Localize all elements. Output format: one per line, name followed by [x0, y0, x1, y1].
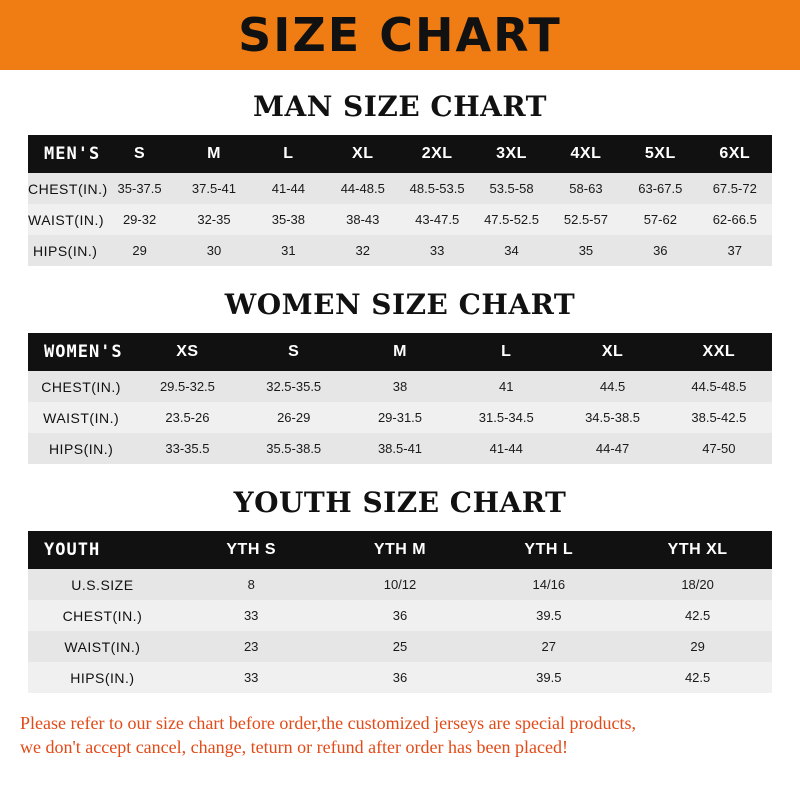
cell: 44-48.5 — [340, 181, 385, 196]
table-header-row — [28, 333, 772, 371]
cell: 38.5-42.5 — [691, 410, 747, 425]
column-header: YTH XL — [667, 541, 728, 558]
cell: 36 — [653, 243, 668, 258]
cell: 44.5 — [599, 379, 626, 394]
column-header: S — [288, 343, 300, 360]
row-label: U.S.SIZE — [71, 576, 134, 593]
column-header: YTH M — [373, 541, 427, 558]
cell: 35-38 — [271, 212, 305, 227]
row-label: HIPS(IN.) — [33, 242, 98, 259]
column-header: 2XL — [421, 145, 453, 162]
policy-note-line1: Please refer to our size chart before order,the customized jerseys are special products, — [20, 713, 637, 733]
cell: 32.5-35.5 — [266, 379, 322, 394]
cell: 62-66.5 — [712, 212, 757, 227]
cell: 29-32 — [122, 212, 157, 227]
column-header: L — [283, 145, 294, 162]
cell: 8 — [247, 577, 255, 592]
cell: 39.5 — [536, 670, 562, 685]
youth-chart-head — [28, 531, 772, 569]
cell: 27 — [541, 639, 557, 654]
column-header: XXL — [702, 343, 736, 360]
cell: 52.5-57 — [563, 212, 608, 227]
cell: 37 — [727, 243, 742, 258]
youth-size-chart — [28, 531, 772, 693]
cell: 34.5-38.5 — [585, 410, 641, 425]
cell: 29.5-32.5 — [159, 379, 215, 394]
column-header: M — [393, 343, 407, 360]
row-label: CHEST(IN.) — [41, 378, 121, 395]
man-chart-body — [28, 173, 772, 266]
column-header: XS — [176, 343, 199, 360]
cell: 44-47 — [595, 441, 630, 456]
column-header: YOUTH — [44, 540, 101, 560]
cell: 33 — [429, 243, 445, 258]
column-header: WOMEN'S — [44, 342, 123, 362]
table-row — [28, 631, 772, 662]
table-row — [28, 235, 772, 266]
cell: 41-44 — [271, 181, 305, 196]
column-header: 3XL — [496, 145, 527, 162]
cell: 34 — [504, 243, 519, 258]
cell: 35-37.5 — [117, 181, 162, 196]
table-row — [28, 204, 772, 235]
cell: 41-44 — [489, 441, 523, 456]
row-label: CHEST(IN.) — [28, 180, 108, 197]
women-chart-body — [28, 371, 772, 464]
cell: 26-29 — [277, 410, 311, 425]
cell: 67.5-72 — [712, 181, 757, 196]
cell: 39.5 — [536, 608, 562, 623]
column-header: S — [134, 145, 146, 162]
column-header: M — [207, 145, 221, 162]
cell: 36 — [392, 670, 408, 685]
column-header: 5XL — [644, 145, 676, 162]
youth-section-title: YOUTH SIZE CHART — [233, 486, 567, 519]
banner — [0, 0, 800, 70]
cell: 44.5-48.5 — [691, 379, 747, 394]
cell: 43-47.5 — [415, 212, 460, 227]
table-header-row — [28, 135, 772, 173]
cell: 29 — [132, 243, 147, 258]
row-label: WAIST(IN.) — [43, 409, 120, 426]
cell: 38-43 — [346, 212, 380, 227]
cell: 47-50 — [702, 441, 736, 456]
table-row — [28, 402, 772, 433]
column-header: MEN'S — [44, 144, 101, 164]
cell: 25 — [392, 639, 408, 654]
cell: 29 — [690, 639, 705, 654]
women-chart-wrap — [0, 333, 800, 464]
cell: 63-67.5 — [638, 181, 683, 196]
cell: 57-62 — [643, 212, 677, 227]
cell: 10/12 — [383, 577, 417, 592]
table-row — [28, 173, 772, 204]
cell: 14/16 — [532, 577, 566, 592]
youth-chart-wrap — [0, 531, 800, 693]
cell: 33 — [243, 670, 259, 685]
women-size-chart — [28, 333, 772, 464]
row-label: CHEST(IN.) — [62, 607, 143, 624]
cell: 31 — [281, 243, 296, 258]
row-label: HIPS(IN.) — [48, 440, 114, 457]
cell: 30 — [206, 243, 222, 258]
column-header: 6XL — [719, 145, 751, 162]
man-size-chart — [28, 135, 772, 266]
cell: 23.5-26 — [165, 410, 210, 425]
cell: 33 — [243, 608, 259, 623]
cell: 58-63 — [569, 181, 603, 196]
table-row — [28, 569, 772, 600]
column-header: XL — [601, 343, 624, 360]
table-header-row — [28, 531, 772, 569]
man-chart-wrap — [0, 135, 800, 266]
cell: 33-35.5 — [165, 441, 210, 456]
table-row — [28, 662, 772, 693]
cell: 42.5 — [684, 670, 711, 685]
cell: 35 — [578, 243, 594, 258]
row-label: WAIST(IN.) — [28, 211, 105, 228]
cell: 38 — [392, 379, 408, 394]
cell: 32 — [355, 243, 370, 258]
cell: 41 — [499, 379, 514, 394]
table-row — [28, 371, 772, 402]
cell: 38.5-41 — [377, 441, 423, 456]
policy-note-line2: we don't accept cancel, change, teturn or refund after order has been placed! — [20, 737, 568, 758]
man-chart-head — [28, 135, 772, 173]
row-label: HIPS(IN.) — [70, 669, 135, 686]
column-header: YTH S — [226, 541, 276, 558]
cell: 36 — [392, 608, 408, 623]
column-header: XL — [352, 145, 374, 162]
cell: 23 — [243, 639, 259, 654]
cell: 29-31.5 — [377, 410, 423, 425]
cell: 32-35 — [197, 212, 231, 227]
table-row — [28, 433, 772, 464]
row-label: WAIST(IN.) — [64, 638, 141, 655]
cell: 31.5-34.5 — [478, 410, 534, 425]
cell: 35.5-38.5 — [266, 441, 322, 456]
man-section-title: MAN SIZE CHART — [253, 90, 547, 123]
policy-note — [20, 711, 780, 760]
column-header: 4XL — [570, 145, 602, 162]
women-section-title: WOMEN SIZE CHART — [224, 288, 576, 321]
women-chart-head — [28, 333, 772, 371]
column-header: L — [501, 343, 512, 360]
cell: 42.5 — [684, 608, 711, 623]
cell: 37.5-41 — [191, 181, 237, 196]
cell: 53.5-58 — [489, 181, 534, 196]
page-title: SIZE CHART — [238, 8, 562, 62]
cell: 18/20 — [681, 577, 714, 592]
cell: 47.5-52.5 — [484, 212, 539, 227]
youth-chart-body — [28, 569, 772, 693]
column-header: YTH L — [524, 541, 574, 558]
cell: 48.5-53.5 — [409, 181, 465, 196]
table-row — [28, 600, 772, 631]
